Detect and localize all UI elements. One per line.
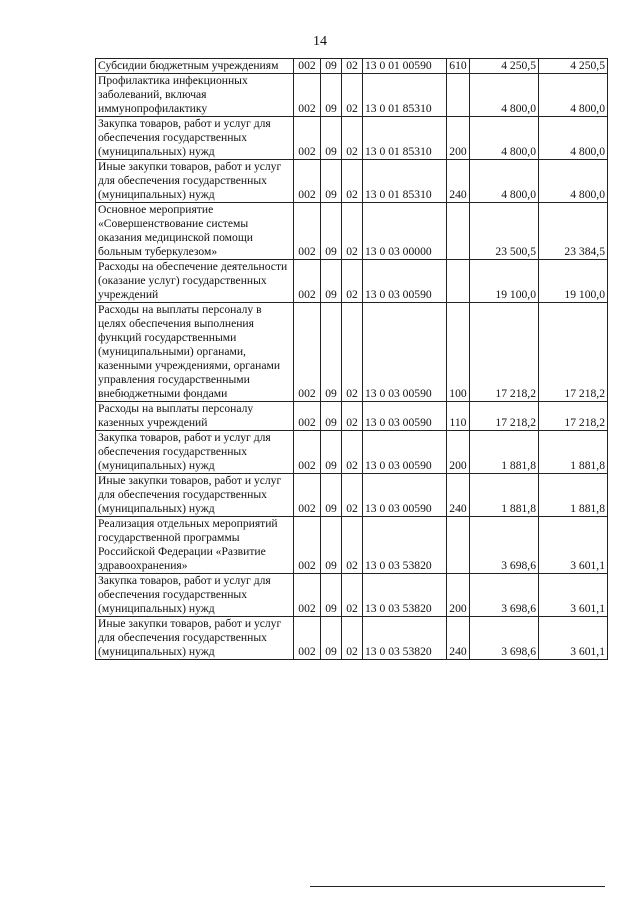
table-row [96, 203, 608, 260]
cell-target-article-code: 13 0 01 85310 [363, 117, 447, 160]
cell-expense-type-code [447, 260, 470, 303]
cell-subsection-code: 02 [342, 574, 363, 617]
cell-expense-type-code: 100 [447, 303, 470, 402]
cell-amount-first-year: 4 800,0 [470, 160, 539, 203]
cell-amount-first-year: 19 100,0 [470, 260, 539, 303]
cell-ministry-code: 002 [294, 117, 321, 160]
cell-amount-first-year: 23 500,5 [470, 203, 539, 260]
cell-target-article-code: 13 0 03 00590 [363, 260, 447, 303]
cell-section-code: 09 [321, 117, 342, 160]
cell-expense-type-code: 200 [447, 574, 470, 617]
cell-target-article-code: 13 0 03 00590 [363, 431, 447, 474]
table-row [96, 431, 608, 474]
cell-section-code: 09 [321, 59, 342, 74]
cell-subsection-code: 02 [342, 431, 363, 474]
cell-amount-second-year: 4 800,0 [539, 160, 608, 203]
cell-description: Основное мероприятие «Совершенствование системы оказания медицинской помощи больным туберкулезом» [96, 203, 294, 260]
table-row [96, 303, 608, 402]
cell-description: Расходы на выплаты персоналу в целях обеспечения выполнения функций государственными (муниципальными) органами, казенными учреждениями, органами управления государственными внебюджетными фондами [96, 303, 294, 402]
cell-section-code: 09 [321, 574, 342, 617]
cell-target-article-code: 13 0 03 53820 [363, 517, 447, 574]
cell-expense-type-code: 610 [447, 59, 470, 74]
cell-section-code: 09 [321, 203, 342, 260]
cell-target-article-code: 13 0 03 53820 [363, 574, 447, 617]
cell-description: Закупка товаров, работ и услуг для обеспечения государственных (муниципальных) нужд [96, 117, 294, 160]
cell-amount-second-year: 17 218,2 [539, 303, 608, 402]
cell-subsection-code: 02 [342, 59, 363, 74]
table-row [96, 517, 608, 574]
cell-description: Закупка товаров, работ и услуг для обеспечения государственных (муниципальных) нужд [96, 574, 294, 617]
cell-target-article-code: 13 0 01 85310 [363, 160, 447, 203]
cell-subsection-code: 02 [342, 474, 363, 517]
cell-expense-type-code [447, 517, 470, 574]
cell-ministry-code: 002 [294, 402, 321, 431]
cell-expense-type-code [447, 74, 470, 117]
cell-amount-first-year: 3 698,6 [470, 617, 539, 660]
cell-amount-second-year: 4 250,5 [539, 59, 608, 74]
cell-description: Закупка товаров, работ и услуг для обеспечения государственных (муниципальных) нужд [96, 431, 294, 474]
cell-amount-first-year: 4 250,5 [470, 59, 539, 74]
cell-subsection-code: 02 [342, 203, 363, 260]
cell-expense-type-code: 240 [447, 160, 470, 203]
cell-section-code: 09 [321, 474, 342, 517]
cell-subsection-code: 02 [342, 303, 363, 402]
cell-ministry-code: 002 [294, 431, 321, 474]
cell-subsection-code: 02 [342, 117, 363, 160]
cell-ministry-code: 002 [294, 617, 321, 660]
cell-expense-type-code: 110 [447, 402, 470, 431]
cell-ministry-code: 002 [294, 303, 321, 402]
cell-subsection-code: 02 [342, 160, 363, 203]
cell-ministry-code: 002 [294, 517, 321, 574]
cell-target-article-code: 13 0 03 00590 [363, 303, 447, 402]
cell-section-code: 09 [321, 303, 342, 402]
cell-section-code: 09 [321, 74, 342, 117]
cell-ministry-code: 002 [294, 203, 321, 260]
cell-amount-first-year: 3 698,6 [470, 517, 539, 574]
cell-expense-type-code [447, 203, 470, 260]
cell-expense-type-code: 200 [447, 431, 470, 474]
cell-section-code: 09 [321, 160, 342, 203]
cell-amount-second-year: 4 800,0 [539, 74, 608, 117]
table-row [96, 474, 608, 517]
footer-rule [310, 886, 605, 887]
cell-amount-second-year: 1 881,8 [539, 474, 608, 517]
table-row [96, 402, 608, 431]
cell-amount-first-year: 1 881,8 [470, 474, 539, 517]
cell-ministry-code: 002 [294, 160, 321, 203]
cell-amount-second-year: 3 601,1 [539, 517, 608, 574]
cell-amount-second-year: 19 100,0 [539, 260, 608, 303]
cell-subsection-code: 02 [342, 617, 363, 660]
cell-description: Субсидии бюджетным учреждениям [96, 59, 294, 74]
cell-amount-first-year: 17 218,2 [470, 303, 539, 402]
table-row [96, 160, 608, 203]
cell-section-code: 09 [321, 617, 342, 660]
cell-amount-second-year: 17 218,2 [539, 402, 608, 431]
cell-description: Иные закупки товаров, работ и услуг для обеспечения государственных (муниципальных) нужд [96, 474, 294, 517]
cell-amount-first-year: 4 800,0 [470, 74, 539, 117]
cell-ministry-code: 002 [294, 260, 321, 303]
cell-description: Реализация отдельных мероприятий государственной программы Российской Федерации «Развитие здравоохранения» [96, 517, 294, 574]
table-row [96, 59, 608, 74]
cell-target-article-code: 13 0 03 53820 [363, 617, 447, 660]
cell-expense-type-code: 240 [447, 474, 470, 517]
cell-amount-second-year: 3 601,1 [539, 574, 608, 617]
cell-description: Профилактика инфекционных заболеваний, включая иммунопрофилактику [96, 74, 294, 117]
cell-amount-second-year: 1 881,8 [539, 431, 608, 474]
cell-target-article-code: 13 0 01 00590 [363, 59, 447, 74]
cell-target-article-code: 13 0 03 00590 [363, 474, 447, 517]
cell-subsection-code: 02 [342, 402, 363, 431]
cell-expense-type-code: 240 [447, 617, 470, 660]
table-row [96, 74, 608, 117]
cell-amount-second-year: 23 384,5 [539, 203, 608, 260]
cell-section-code: 09 [321, 402, 342, 431]
budget-table [95, 58, 608, 660]
cell-ministry-code: 002 [294, 59, 321, 74]
cell-description: Расходы на выплаты персоналу казенных учреждений [96, 402, 294, 431]
cell-ministry-code: 002 [294, 574, 321, 617]
cell-subsection-code: 02 [342, 74, 363, 117]
cell-amount-first-year: 1 881,8 [470, 431, 539, 474]
cell-description: Иные закупки товаров, работ и услуг для обеспечения государственных (муниципальных) нужд [96, 160, 294, 203]
cell-subsection-code: 02 [342, 260, 363, 303]
page-number: 14 [313, 34, 327, 49]
table-body [96, 59, 608, 660]
cell-ministry-code: 002 [294, 74, 321, 117]
cell-description: Иные закупки товаров, работ и услуг для обеспечения государственных (муниципальных) нужд [96, 617, 294, 660]
table-row [96, 117, 608, 160]
cell-amount-second-year: 3 601,1 [539, 617, 608, 660]
cell-subsection-code: 02 [342, 517, 363, 574]
table-row [96, 617, 608, 660]
cell-target-article-code: 13 0 01 85310 [363, 74, 447, 117]
table-row [96, 260, 608, 303]
cell-section-code: 09 [321, 431, 342, 474]
cell-amount-second-year: 4 800,0 [539, 117, 608, 160]
table-row [96, 574, 608, 617]
cell-section-code: 09 [321, 517, 342, 574]
cell-target-article-code: 13 0 03 00590 [363, 402, 447, 431]
cell-amount-first-year: 3 698,6 [470, 574, 539, 617]
cell-expense-type-code: 200 [447, 117, 470, 160]
cell-section-code: 09 [321, 260, 342, 303]
cell-amount-first-year: 17 218,2 [470, 402, 539, 431]
cell-ministry-code: 002 [294, 474, 321, 517]
cell-amount-first-year: 4 800,0 [470, 117, 539, 160]
cell-target-article-code: 13 0 03 00000 [363, 203, 447, 260]
cell-description: Расходы на обеспечение деятельности (оказание услуг) государственных учреждений [96, 260, 294, 303]
